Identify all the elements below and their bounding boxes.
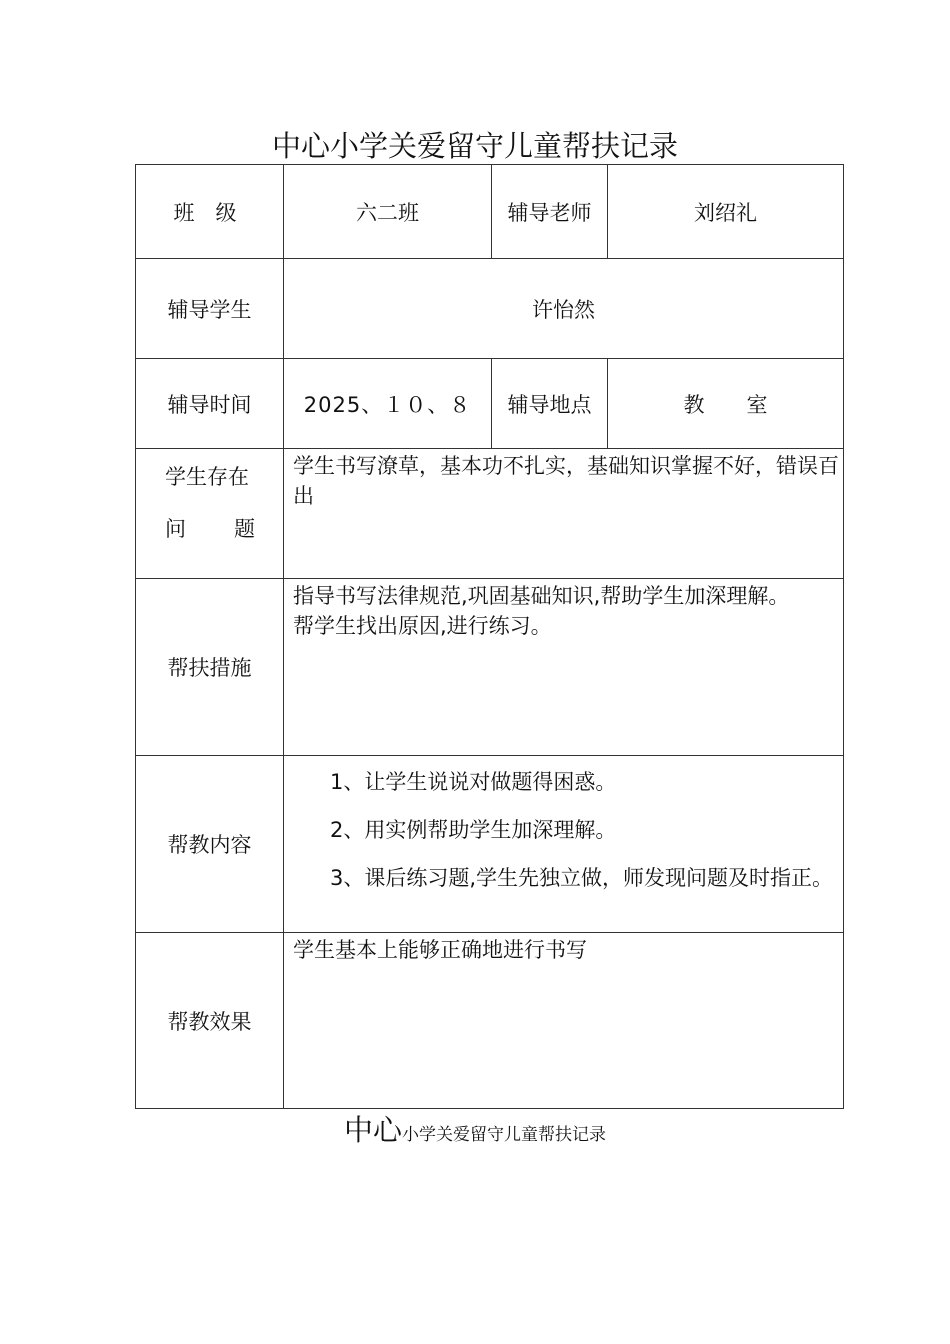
place-value: 教 室 [608, 359, 844, 449]
row-student [136, 259, 844, 359]
measures-line: 指导书写法律规范,巩固基础知识,帮助学生加深理解。 [293, 584, 790, 608]
footer-title [0, 1112, 950, 1153]
content-item: 3、课后练习题,学生先独立做，师发现问题及时指正。 [330, 866, 834, 890]
issue-text: 学生书写潦草，基本功不扎实，基础知识掌握不好，错误百出 [284, 449, 844, 579]
record-table [135, 164, 844, 1109]
effect-text: 学生基本上能够正确地进行书写 [284, 933, 844, 1109]
issue-label-line2-b: 题 [234, 517, 255, 541]
time-value: 2025、１０、８ [284, 359, 492, 449]
content-list [284, 756, 844, 933]
issue-label-cell [136, 449, 284, 579]
row-effect [136, 933, 844, 1109]
class-value: 六二班 [284, 165, 492, 259]
footer-title-small: 小学关爱留守儿童帮扶记录 [402, 1125, 606, 1145]
class-label-text: 班 级 [173, 200, 237, 225]
issue-label-line2 [165, 503, 255, 555]
teacher-value: 刘绍礼 [608, 165, 844, 259]
place-label: 辅导地点 [492, 359, 608, 449]
measures-line: 帮学生找出原因,进行练习。 [293, 614, 552, 638]
time-label: 辅导时间 [136, 359, 284, 449]
measures-text [284, 579, 844, 756]
content-item: 2、用实例帮助学生加深理解。 [330, 818, 617, 842]
student-value: 许怡然 [284, 259, 844, 359]
page-title: 中心小学关爱留守儿童帮扶记录 [271, 129, 678, 163]
row-issue [136, 449, 844, 579]
class-label [174, 197, 246, 227]
footer-title-large: 中心 [343, 1113, 402, 1147]
row-class [136, 165, 844, 259]
content-item: 1、让学生说说对做题得困惑。 [330, 770, 617, 794]
row-content [136, 756, 844, 933]
content-label: 帮教内容 [136, 756, 284, 933]
row-time [136, 359, 844, 449]
student-label: 辅导学生 [136, 259, 284, 359]
issue-label-line1: 学生存在 [165, 465, 249, 489]
effect-label: 帮教效果 [136, 933, 284, 1109]
row-measures [136, 579, 844, 756]
measures-label: 帮扶措施 [136, 579, 284, 756]
class-label-cell [136, 165, 284, 259]
teacher-label: 辅导老师 [492, 165, 608, 259]
issue-label-line2-a: 问 [165, 517, 186, 541]
